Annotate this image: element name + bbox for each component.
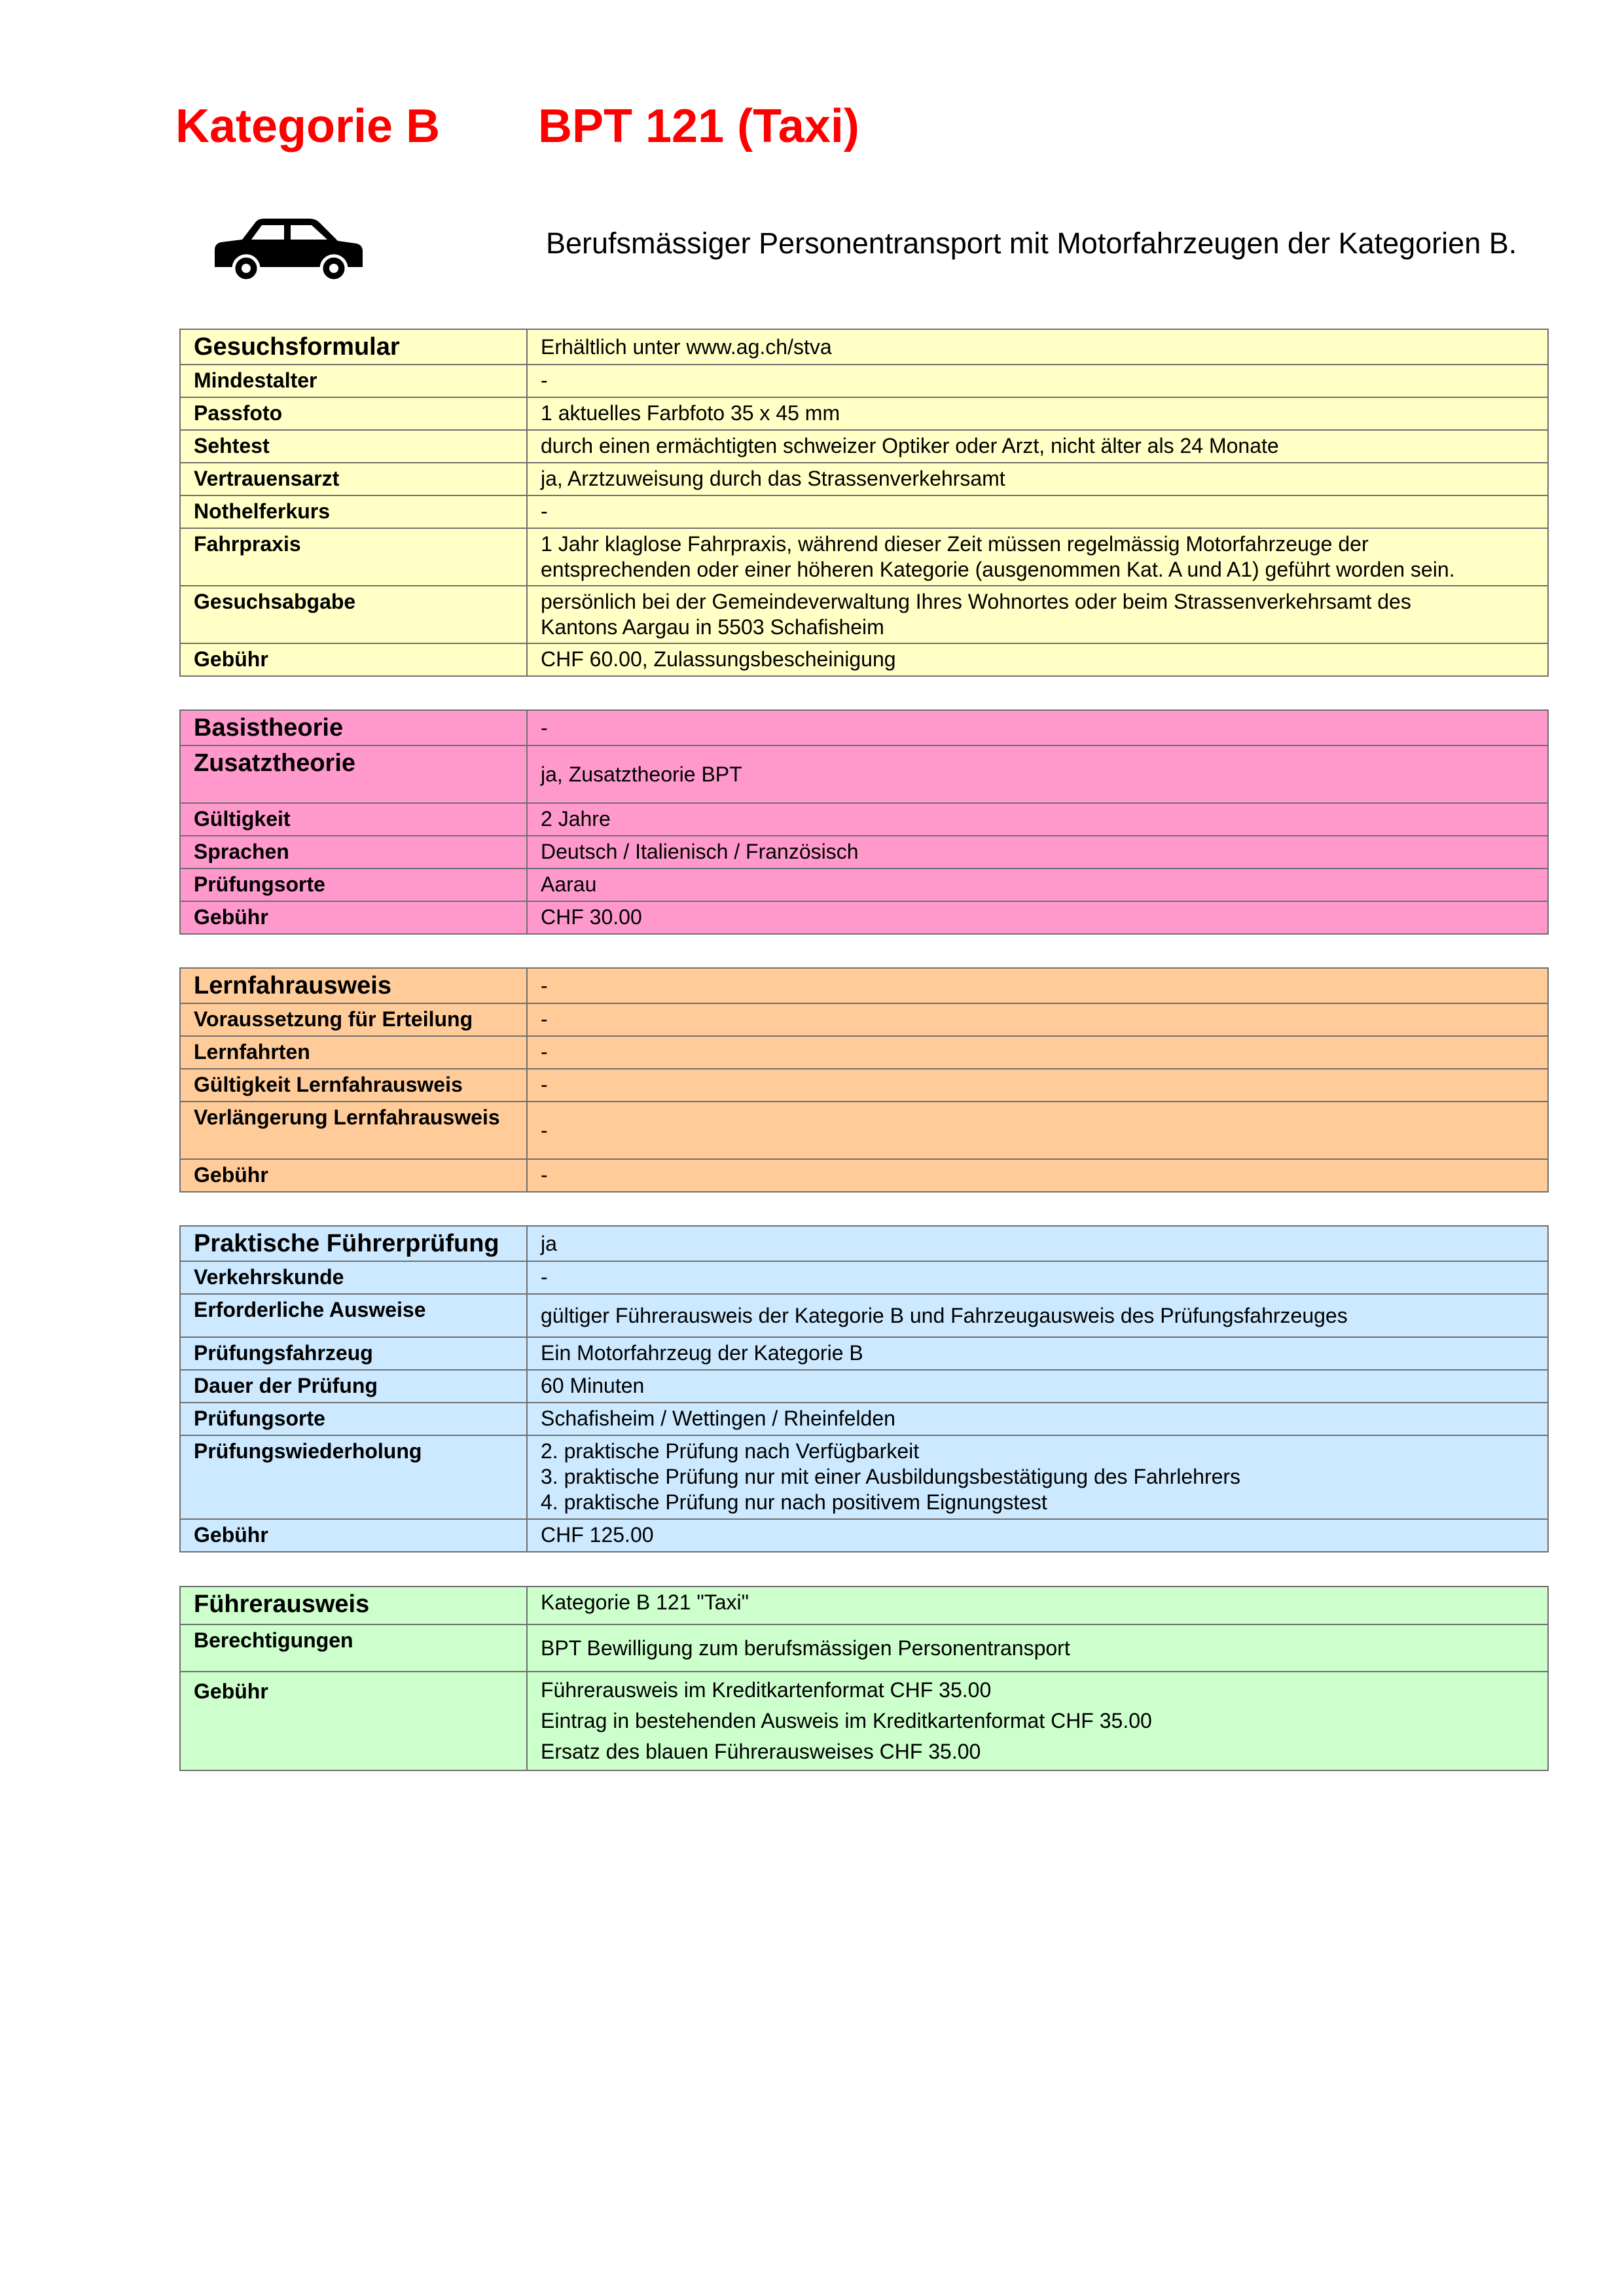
row-value: ja, Arztzuweisung durch das Strassenverkehrsamt <box>527 463 1548 495</box>
row-value: CHF 30.00 <box>527 901 1548 934</box>
row-label: Passfoto <box>180 397 527 430</box>
row-label: Vertrauensarzt <box>180 463 527 495</box>
row-label: Gesuchsformular <box>180 329 527 365</box>
row-value: 2 Jahre <box>527 803 1548 836</box>
table-row <box>180 1370 1548 1403</box>
row-label: Dauer der Prüfung <box>180 1370 527 1403</box>
row-label: Sehtest <box>180 430 527 463</box>
row-label: Lernfahrten <box>180 1036 527 1069</box>
table-row <box>180 397 1548 430</box>
table-row <box>180 1261 1548 1294</box>
row-value: 1 aktuelles Farbfoto 35 x 45 mm <box>527 397 1548 430</box>
row-label: Mindestalter <box>180 365 527 397</box>
row-label: Nothelferkurs <box>180 495 527 528</box>
table-row <box>180 643 1548 676</box>
row-label: Prüfungswiederholung <box>180 1435 527 1519</box>
table-row <box>180 463 1548 495</box>
row-label: Gesuchsabgabe <box>180 586 527 643</box>
table-row <box>180 329 1548 365</box>
practical-exam-section <box>179 1225 1549 1552</box>
row-label: Zusatztheorie <box>180 745 527 803</box>
row-value: ja <box>527 1226 1548 1261</box>
table-row <box>180 869 1548 901</box>
table-row <box>180 901 1548 934</box>
learner-permit-section <box>179 967 1549 1193</box>
theory-section <box>179 709 1549 935</box>
table-row <box>180 1435 1548 1519</box>
category-title: Kategorie B <box>175 100 441 152</box>
table-row <box>180 1003 1548 1036</box>
row-label: Gebühr <box>180 1159 527 1192</box>
row-label: Voraussetzung für Erteilung <box>180 1003 527 1036</box>
row-label: Gültigkeit Lernfahrausweis <box>180 1069 527 1102</box>
table-row <box>180 745 1548 803</box>
license-section <box>179 1586 1549 1771</box>
row-value: 2. praktische Prüfung nach Verfügbarkeit 3. praktische Prüfung nur mit einer Ausbildungsbestätigung des Fahrlehrers 4. praktische Prüfung nur nach positivem Eignungstest <box>527 1435 1548 1519</box>
row-value: - <box>527 1159 1548 1192</box>
table-row <box>180 1102 1548 1159</box>
row-label: Gültigkeit <box>180 803 527 836</box>
table-row <box>180 710 1548 745</box>
row-label: Prüfungsfahrzeug <box>180 1337 527 1370</box>
row-value: BPT Bewilligung zum berufsmässigen Personentransport <box>527 1624 1548 1672</box>
row-value: - <box>527 968 1548 1003</box>
row-label: Lernfahrausweis <box>180 968 527 1003</box>
table-row <box>180 1069 1548 1102</box>
table-row <box>180 430 1548 463</box>
row-label: Verlängerung Lernfahrausweis <box>180 1102 527 1159</box>
table-row <box>180 365 1548 397</box>
car-icon <box>211 216 365 281</box>
table-row <box>180 1036 1548 1069</box>
row-label: Prüfungsorte <box>180 1403 527 1435</box>
table-row <box>180 1587 1548 1624</box>
row-value: Ein Motorfahrzeug der Kategorie B <box>527 1337 1548 1370</box>
table-row <box>180 1159 1548 1192</box>
table-row <box>180 495 1548 528</box>
table-row <box>180 1337 1548 1370</box>
row-value: 60 Minuten <box>527 1370 1548 1403</box>
row-label: Berechtigungen <box>180 1624 527 1672</box>
row-value: 1 Jahr klaglose Fahrpraxis, während dieser Zeit müssen regelmässig Motorfahrzeuge der entsprechenden oder einer höheren Kategorie (ausgenommen Kat. A und A1) geführt worden sein. <box>527 528 1548 586</box>
row-value: - <box>527 365 1548 397</box>
row-value: Schafisheim / Wettingen / Rheinfelden <box>527 1403 1548 1435</box>
table-row <box>180 968 1548 1003</box>
row-value: Erhältlich unter www.ag.ch/stva <box>527 329 1548 365</box>
row-value: CHF 125.00 <box>527 1519 1548 1552</box>
row-value: - <box>527 1003 1548 1036</box>
row-value: persönlich bei der Gemeindeverwaltung Ihres Wohnortes oder beim Strassenverkehrsamt des Kantons Aargau in 5503 Schafisheim <box>527 586 1548 643</box>
table-row <box>180 1624 1548 1672</box>
row-value: - <box>527 710 1548 745</box>
row-label: Prüfungsorte <box>180 869 527 901</box>
row-label: Gebühr <box>180 901 527 934</box>
table-row <box>180 836 1548 869</box>
row-label: Gebühr <box>180 1672 527 1770</box>
row-label: Fahrpraxis <box>180 528 527 586</box>
row-label: Sprachen <box>180 836 527 869</box>
row-label: Erforderliche Ausweise <box>180 1294 527 1337</box>
table-row <box>180 1294 1548 1337</box>
table-row <box>180 1226 1548 1261</box>
row-value: CHF 60.00, Zulassungsbescheinigung <box>527 643 1548 676</box>
row-value: - <box>527 1102 1548 1159</box>
row-value: Aarau <box>527 869 1548 901</box>
row-value: - <box>527 1036 1548 1069</box>
row-value: - <box>527 1261 1548 1294</box>
page-title: BPT 121 (Taxi) <box>538 100 859 152</box>
row-value: - <box>527 1069 1548 1102</box>
row-value: gültiger Führerausweis der Kategorie B und Fahrzeugausweis des Prüfungsfahrzeuges <box>527 1294 1548 1337</box>
row-label: Praktische Führerprüfung <box>180 1226 527 1261</box>
row-label: Gebühr <box>180 643 527 676</box>
row-value: Führerausweis im Kreditkartenformat CHF 35.00 Eintrag in bestehenden Ausweis im Kreditkartenformat CHF 35.00 Ersatz des blauen Führerausweises CHF 35.00 <box>527 1672 1548 1770</box>
subtitle: Berufsmässiger Personentransport mit Motorfahrzeugen der Kategorien B. <box>546 226 1517 260</box>
row-label: Basistheorie <box>180 710 527 745</box>
row-value: durch einen ermächtigten schweizer Optiker oder Arzt, nicht älter als 24 Monate <box>527 430 1548 463</box>
table-row <box>180 1403 1548 1435</box>
row-label: Verkehrskunde <box>180 1261 527 1294</box>
row-value: - <box>527 495 1548 528</box>
table-row <box>180 803 1548 836</box>
table-row <box>180 1519 1548 1552</box>
row-label: Führerausweis <box>180 1587 527 1624</box>
table-row <box>180 586 1548 643</box>
row-value: Deutsch / Italienisch / Französisch <box>527 836 1548 869</box>
table-row <box>180 528 1548 586</box>
row-value: ja, Zusatztheorie BPT <box>527 745 1548 803</box>
table-row <box>180 1672 1548 1770</box>
row-value: Kategorie B 121 "Taxi" <box>527 1587 1548 1624</box>
row-label: Gebühr <box>180 1519 527 1552</box>
application-section <box>179 329 1549 677</box>
